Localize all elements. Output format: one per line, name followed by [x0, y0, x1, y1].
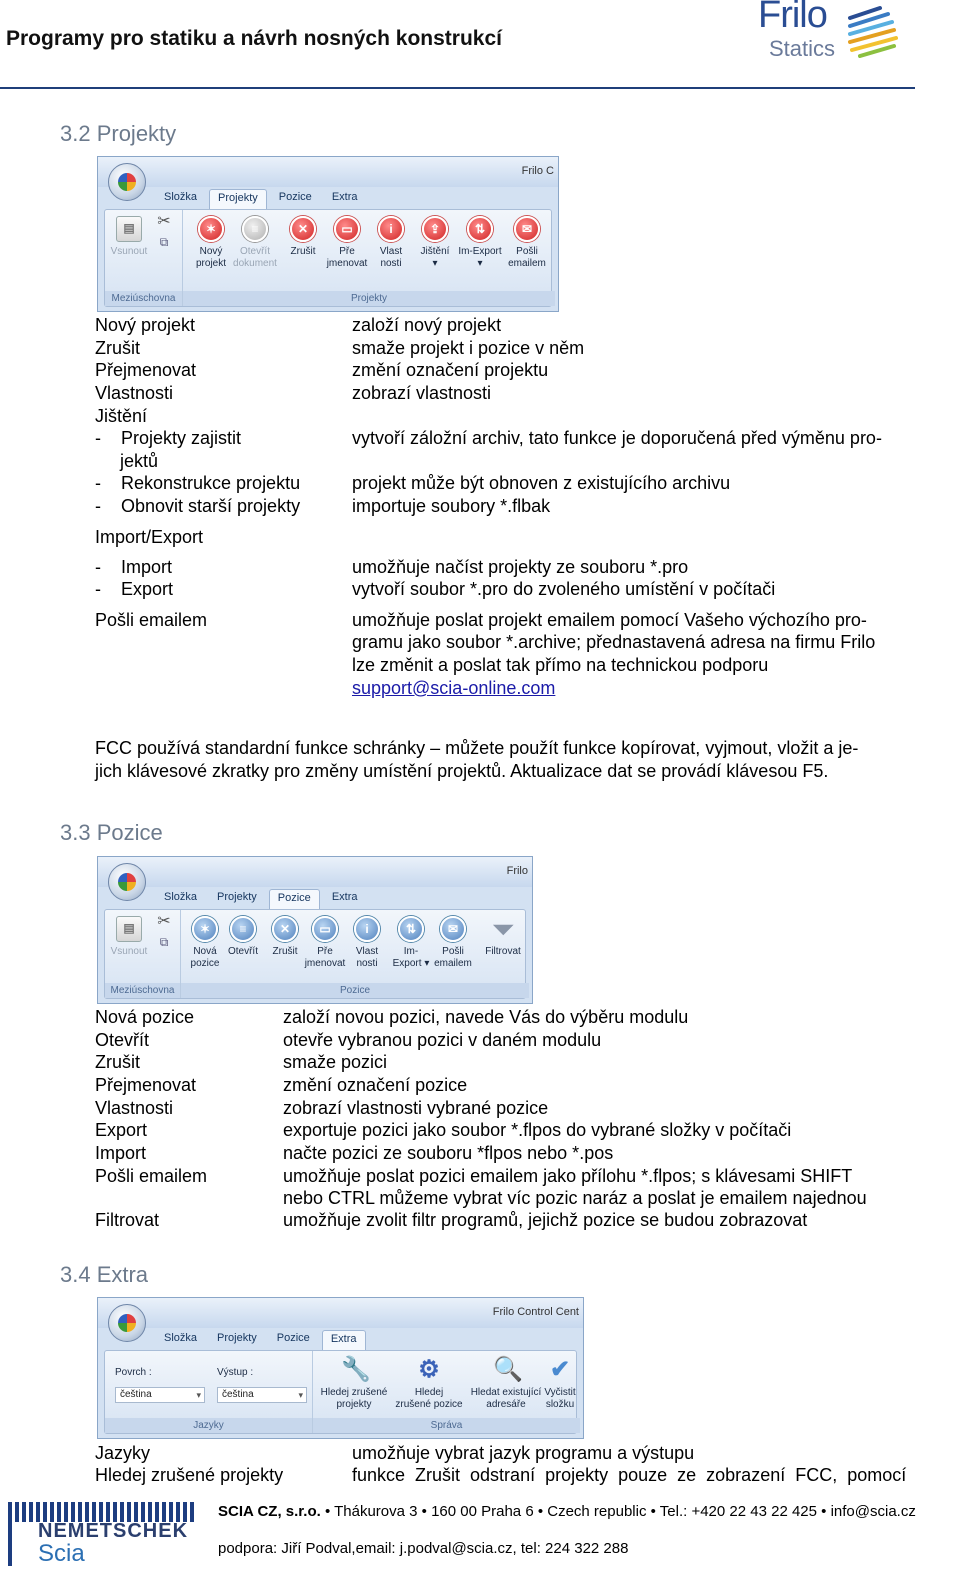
rename-position-button[interactable]: ▭ Pře jmenovat [303, 916, 347, 970]
copy-icon: ⧉ [159, 235, 169, 249]
paste-button[interactable]: ▤ Vsunout [107, 216, 151, 258]
desc-languages: umožňuje vybrat jazyk programu a výstupu [352, 1443, 695, 1463]
logo-statics-text: Statics [769, 36, 836, 61]
cut-button[interactable] [151, 913, 177, 949]
group-clipboard [105, 210, 183, 306]
email-icon: ✉ [514, 216, 540, 242]
scissors-icon: ✂ [157, 213, 171, 230]
tab-projekty[interactable]: Projekty [217, 1332, 257, 1344]
desc-export: exportuje pozici jako soubor *.flpos do vybrané složky v počítači [283, 1120, 792, 1140]
term-backup: Jištění [95, 406, 148, 426]
tab-projekty[interactable]: Projekty [209, 189, 267, 209]
frilo-logo [756, 0, 906, 70]
application-orb-icon[interactable] [108, 1304, 146, 1342]
group-projekty [183, 210, 555, 306]
term-import: - Import [95, 557, 173, 577]
desc-import: umožňuje načíst projekty ze souboru *.pro [352, 557, 689, 577]
footer-address-details: • Thákurova 3 • 160 00 Praha 6 • Czech republic • Tel.: +420 22 43 22 425 • info@scia.cz [320, 1503, 916, 1520]
new-project-button[interactable]: ✶ Nový projekt [189, 216, 233, 270]
logo-frilo-text: Frilo [758, 0, 827, 36]
document-header-title: Programy pro statiku a návrh nosných konstrukcí [6, 27, 502, 50]
email-icon: ✉ [440, 916, 466, 942]
send-email-button[interactable]: ✉ Pošli emailem [505, 216, 549, 270]
tab-pozice[interactable]: Pozice [278, 191, 312, 203]
term-import-export: Import/Export [95, 527, 204, 547]
tab-pozice[interactable]: Pozice [269, 889, 320, 909]
term-backup-projects-cont: jektů [95, 451, 159, 471]
group-clipboard [105, 910, 181, 998]
import-export-icon: ⇅ [398, 916, 424, 942]
desc-send-email-3: lze změnit a poslat tak přímo na technickou podporu [352, 655, 769, 675]
input-language-select[interactable]: čeština ▾ [115, 1387, 205, 1403]
paste-icon: ▤ [116, 916, 142, 942]
rename-icon: ▭ [334, 216, 360, 242]
paste-icon: ▤ [116, 216, 142, 242]
term-export: Export [95, 1120, 148, 1140]
open-position-button[interactable]: ≡ Otevřít [221, 916, 265, 958]
import-export-dropdown-button[interactable]: ⇅ Im-Export ▾ [455, 216, 505, 270]
clipboard-note-line1: FCC používá standardní funkce schránky – můžete použít funkce kopírovat, vyjmout, vložit a je- [95, 738, 859, 758]
term-delete: Zrušit [95, 338, 140, 358]
ribbon-screenshot-extra [97, 1297, 584, 1439]
desc-rename: změní označení pozice [283, 1075, 468, 1095]
term-delete: Zrušit [95, 1052, 140, 1072]
term-properties: Vlastnosti [95, 383, 174, 403]
desc-send-email-1: umožňuje poslat projekt emailem pomocí Vašeho výchozího pro- [352, 610, 867, 630]
desc-new-project: založí nový projekt [352, 315, 502, 335]
desc-send-email-2: nebo CTRL můžeme vybrat víc pozic naráz a poslat je emailem najednou [283, 1188, 867, 1208]
group-label-sprava: Správa [313, 1418, 580, 1433]
properties-button[interactable]: i Vlast nosti [369, 216, 413, 270]
term-send-email: Pošli emailem [95, 1166, 208, 1186]
term-properties: Vlastnosti [95, 1098, 174, 1118]
clipboard-note-line2: jich klávesové zkratky pro změny umístění projektů. Aktualizace dat se provádí klávesou F5. [95, 761, 829, 781]
term-find-deleted-projects: Hledej zrušené projekty [95, 1465, 284, 1485]
section-heading-pozice: 3.3 Pozice [60, 820, 163, 845]
open-document-button[interactable]: ≡ Otevřít dokument [233, 216, 277, 270]
footer-address [218, 1503, 916, 1520]
term-open: Otevřít [95, 1030, 150, 1050]
application-orb-icon[interactable] [108, 863, 146, 901]
info-icon: i [378, 216, 404, 242]
magnifier-icon: 🔍 [493, 1356, 523, 1383]
import-export-icon: ⇅ [467, 216, 493, 242]
desc-new-position: založí novou pozici, navede Vás do výběru modulu [283, 1007, 689, 1027]
find-existing-folders-button[interactable]: 🔍 Hledat existující adresáře [470, 1356, 542, 1410]
tab-extra[interactable]: Extra [322, 1330, 366, 1350]
tab-projekty[interactable]: Projekty [217, 891, 257, 903]
wrench-icon: 🔧 [341, 1356, 371, 1383]
group-label-clipboard: Meziúschovna [105, 291, 182, 306]
section-heading-extra: 3.4 Extra [60, 1262, 149, 1287]
logo-scia-text: Scia [38, 1540, 85, 1567]
cut-button[interactable] [151, 213, 177, 249]
new-position-button[interactable]: ✶ Nová pozice [183, 916, 227, 970]
term-restore-old: - Obnovit starší projekty [95, 496, 301, 516]
desc-send-email-1: umožňuje poslat pozici emailem jako přílohu *.flpos; s klávesami SHIFT [283, 1166, 853, 1186]
delete-position-button[interactable]: ✕ Zrušit [263, 916, 307, 958]
paste-button[interactable]: ▤ Vsunout [107, 916, 151, 958]
tab-extra[interactable]: Extra [331, 891, 358, 903]
find-deleted-projects-button[interactable]: 🔧 Hledej zrušené projekty [320, 1356, 388, 1410]
ribbon-window-title: Frilo [506, 865, 528, 877]
clean-icon: ✔ [549, 1356, 571, 1383]
term-rename: Přejmenovat [95, 1075, 197, 1095]
header-rule [0, 87, 915, 89]
input-language-label: Povrch : [115, 1367, 152, 1378]
group-jazyky [105, 1351, 313, 1433]
desc-restore-old: importuje soubory *.flbak [352, 496, 551, 516]
rename-icon: ▭ [312, 916, 338, 942]
tab-extra[interactable]: Extra [331, 191, 358, 203]
position-properties-button[interactable]: i Vlast nosti [345, 916, 389, 970]
term-new-project: Nový projekt [95, 315, 196, 335]
term-send-email: Pošli emailem [95, 610, 208, 630]
desc-open: otevře vybranou pozici v daném modulu [283, 1030, 602, 1050]
new-project-icon: ✶ [198, 216, 224, 242]
tab-slozka[interactable]: Složka [164, 191, 198, 203]
footer-support: podpora: Jiří Podval,email: j.podval@scia.cz, tel: 224 322 288 [218, 1540, 629, 1557]
desc-filter: umožňuje zvolit filtr programů, jejichž pozice se budou zobrazovat [283, 1210, 808, 1230]
tab-pozice[interactable]: Pozice [276, 1332, 310, 1344]
application-orb-icon[interactable] [108, 163, 146, 201]
term-languages: Jazyky [95, 1443, 151, 1463]
import-export-dropdown-button[interactable]: ⇅ Im- Export ▾ [389, 916, 433, 970]
send-email-button[interactable]: ✉ Pošli emailem [431, 916, 475, 970]
filter-icon: ⏷ [492, 914, 514, 944]
find-deleted-positions-button[interactable]: ⚙ Hledej zrušené pozice [395, 1356, 463, 1410]
group-label-pozice: Pozice [181, 983, 529, 998]
backup-dropdown-button[interactable]: ⇪ Jištění ▾ [413, 216, 457, 270]
frilo-stripes-icon [842, 4, 902, 60]
term-import: Import [95, 1143, 147, 1163]
tab-slozka[interactable]: Složka [164, 891, 198, 903]
delete-project-button[interactable]: ✕ Zrušit [281, 216, 325, 258]
support-email-link[interactable]: support@scia-online.com [352, 678, 556, 698]
open-icon: ≡ [230, 916, 256, 942]
output-language-label: Výstup : [217, 1367, 254, 1378]
backup-icon: ⇪ [422, 216, 448, 242]
filter-button[interactable]: ⏷ Filtrovat [485, 914, 521, 957]
footer-company: SCIA CZ, s.r.o. [218, 1503, 321, 1520]
ribbon-tabs [156, 1330, 366, 1350]
desc-import: načte pozici ze souboru *flpos nebo *.pos [283, 1143, 614, 1163]
desc-properties: zobrazí vlastnosti [352, 383, 492, 403]
desc-rename: změní označení projektu [352, 360, 549, 380]
copy-icon: ⧉ [159, 935, 169, 949]
desc-export: vytvoří soubor *.pro do zvoleného umístění v počítači [352, 579, 776, 599]
term-filter: Filtrovat [95, 1210, 160, 1230]
ribbon-tabs [156, 189, 366, 209]
term-export: - Export [95, 579, 174, 599]
clean-folder-button[interactable]: ✔ Vyčistit složku [544, 1356, 576, 1410]
group-label-clipboard: Meziúschovna [105, 983, 180, 998]
desc-send-email-2: gramu jako soubor *.archive; přednastavená adresa na firmu Frilo [352, 632, 876, 652]
section-heading-projekty: 3.2 Projekty [60, 121, 177, 146]
desc-reconstruct: projekt může být obnoven z existujícího archivu [352, 473, 731, 493]
desc-properties: zobrazí vlastnosti vybrané pozice [283, 1098, 549, 1118]
desc-delete: smaže pozici [283, 1052, 388, 1072]
desc-delete: smaže projekt i pozice v něm [352, 338, 585, 358]
group-sprava [313, 1351, 580, 1433]
group-label-projekty: Projekty [183, 291, 555, 306]
logo-nemetschek-text: NEMETSCHEK [38, 1520, 189, 1542]
ribbon-tabs [156, 889, 366, 909]
info-icon: i [354, 916, 380, 942]
delete-icon: ✕ [290, 216, 316, 242]
term-new-position: Nová pozice [95, 1007, 195, 1027]
group-pozice [181, 910, 529, 998]
desc-backup-projects: vytvoří záložní archiv, tato funkce je doporučená před výměnu pro- [352, 428, 882, 448]
open-document-icon: ≡ [242, 216, 268, 242]
ribbon-screenshot-pozice [97, 856, 533, 1004]
term-rename: Přejmenovat [95, 360, 197, 380]
ribbon-screenshot-projekty [97, 156, 559, 312]
desc-find-deleted-projects: funkce Zrušit odstraní projekty pouze ze zobrazení FCC, pomocí [352, 1465, 907, 1485]
term-reconstruct: - Rekonstrukce projektu [95, 473, 301, 493]
term-backup-projects: - Projekty zajistit [95, 428, 242, 448]
gear-icon: ⚙ [418, 1356, 440, 1383]
delete-icon: ✕ [272, 916, 298, 942]
ribbon-window-title: Frilo Control Cent [492, 1306, 579, 1318]
rename-project-button[interactable]: ▭ Pře jmenovat [325, 216, 369, 270]
group-label-jazyky: Jazyky [105, 1418, 312, 1433]
ribbon-window-title: Frilo C [521, 165, 554, 177]
tab-slozka[interactable]: Složka [164, 1332, 198, 1344]
new-position-icon: ✶ [192, 916, 218, 942]
output-language-select[interactable]: čeština ▾ [217, 1387, 307, 1403]
scissors-icon: ✂ [157, 913, 171, 930]
nemetschek-scia-logo [8, 1500, 198, 1570]
